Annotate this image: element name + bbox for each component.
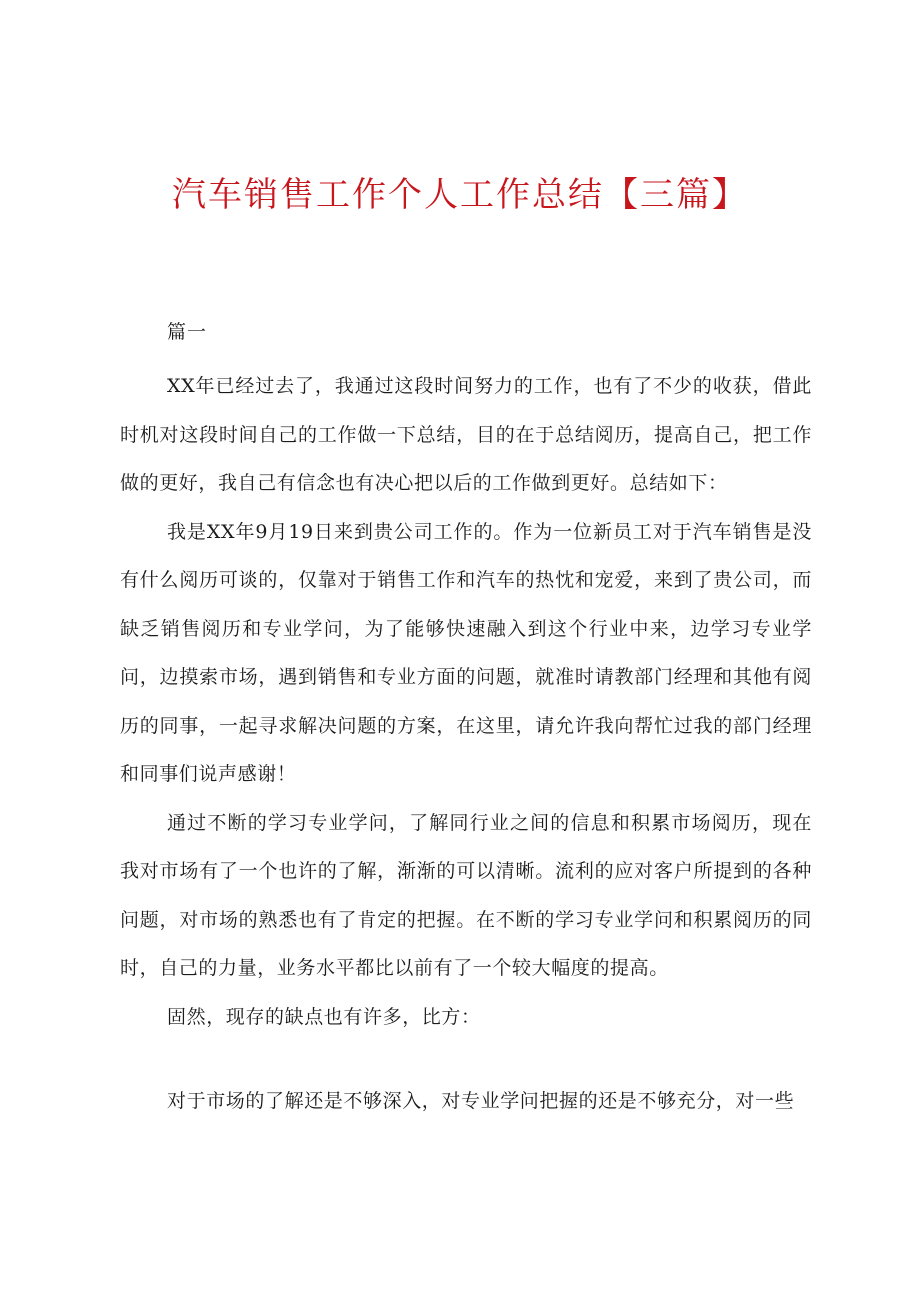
paragraph-1: XX年已经过去了，我通过这段时间努力的工作，也有了不少的收获，借此时机对这段时间自己的工作做一下总结，目的在于总结阅历，提高自己，把工作做的更好，我自己有信念也有决心把以后的工作做到更好。总结如下：: [120, 375, 812, 494]
document-title: 汽车销售工作个人工作总结【三篇】: [172, 175, 748, 215]
paragraph-3: 通过不断的学习专业学问，了解同行业之间的信息和积累市场阅历，现在我对市场有了一个也许的了解，渐渐的可以清晰。流利的应对客户所提到的各种问题，对市场的熟悉也有了肯定的把握。在不断的学习专业学问和积累阅历的同时，自己的力量，业务水平都比以前有了一个较大幅度的提高。: [120, 811, 812, 979]
paragraph-5: 对于市场的了解还是不够深入，对专业学问把握的还是不够充分，对一些: [167, 1090, 795, 1112]
section-label: 篇一: [167, 321, 208, 343]
paragraph-4: 固然，现存的缺点也有许多，比方：: [167, 1005, 481, 1028]
document-body: [120, 362, 812, 1126]
paragraph-2: 我是XX年9月19日来到贵公司工作的。作为一位新员工对于汽车销售是没有什么阅历可谈的，仅靠对于销售工作和汽车的热忱和宠爱，来到了贵公司，而缺乏销售阅历和专业学问，为了能够快速融入到这个行业中来，边学习专业学问，边摸索市场，遇到销售和专业方面的问题，就准时请教部门经理和其他有阅历的同事，一起寻求解决问题的方案，在这里，请允许我向帮忙过我的部门经理和同事们说声感谢！: [120, 520, 812, 785]
